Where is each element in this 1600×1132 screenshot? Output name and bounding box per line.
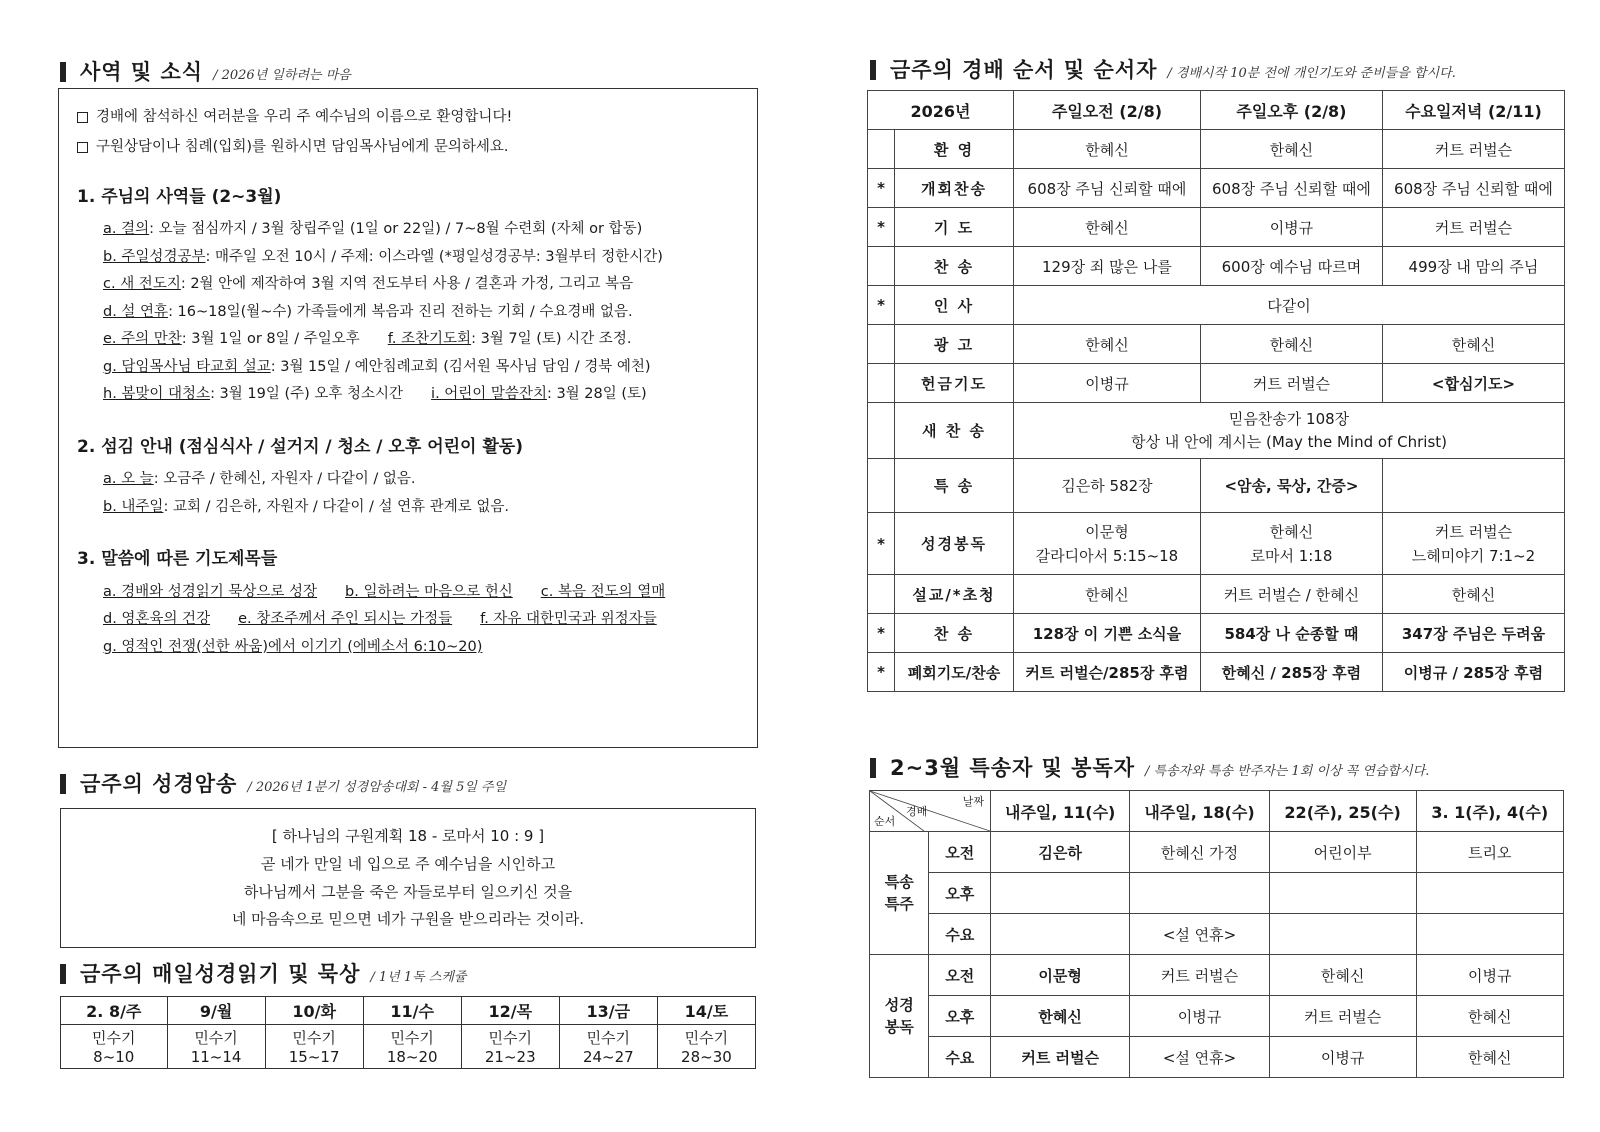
time-label: 수요 bbox=[929, 1037, 991, 1078]
special-section bbox=[870, 752, 1429, 784]
cell: 한혜신 가정 bbox=[1130, 832, 1269, 873]
worship-row bbox=[868, 247, 1565, 286]
special-row bbox=[870, 1037, 1564, 1078]
verse-section bbox=[60, 768, 506, 800]
year-header: 2026년 bbox=[868, 91, 1014, 130]
verse-title: 금주의 성경암송 bbox=[80, 772, 238, 796]
label: a. 오 늘 bbox=[103, 471, 154, 488]
cell bbox=[1382, 513, 1564, 575]
special-title: 2~3월 특송자 및 봉독자 bbox=[890, 756, 1136, 780]
cell: 347장 주님은 두려움 bbox=[1382, 614, 1564, 653]
contact-text: 구원상담이나 침례(입회)를 원하시면 담임목사님에게 문의하세요. bbox=[96, 138, 509, 155]
special-row bbox=[870, 873, 1564, 914]
worship-row bbox=[868, 653, 1565, 692]
cell: 어린이부 bbox=[1269, 832, 1416, 873]
reading-cell bbox=[61, 1025, 168, 1069]
label: g. 담임목사님 타교회 설교 bbox=[103, 358, 271, 375]
star: * bbox=[868, 286, 895, 325]
chapters: 15~17 bbox=[288, 1048, 340, 1066]
cell: 한혜신 bbox=[1382, 575, 1564, 614]
cell: 한혜신 bbox=[1200, 325, 1382, 364]
reading-cell bbox=[461, 1025, 559, 1069]
cell: 한혜신 bbox=[1014, 575, 1201, 614]
cell: 이병규 bbox=[1200, 208, 1382, 247]
time-label: 오전 bbox=[929, 955, 991, 996]
day-header: 14/토 bbox=[657, 997, 755, 1025]
reading-cell bbox=[265, 1025, 363, 1069]
worship-row bbox=[868, 325, 1565, 364]
cell: 한혜신 bbox=[1014, 325, 1201, 364]
text: : 16~18일(월~수) 가족들에게 복음과 진리 전하는 기회 / 수요경배 없음. bbox=[168, 303, 633, 320]
worship-table bbox=[867, 90, 1565, 692]
ministry-hi bbox=[77, 381, 739, 409]
worship-row bbox=[868, 575, 1565, 614]
role: 특 송 bbox=[895, 459, 1014, 513]
worship-row bbox=[868, 614, 1565, 653]
date-header: 22(주), 25(수) bbox=[1269, 791, 1416, 832]
wed-header: 수요일저녁 (2/11) bbox=[1382, 91, 1564, 130]
label: b. 주일성경공부 bbox=[103, 248, 206, 265]
text: : 매주일 오전 10시 / 주제: 이스라엘 (*평일성경공부: 3월부터 정한시간) bbox=[205, 248, 663, 265]
reader: 한혜신 bbox=[1269, 522, 1314, 541]
label: d. 설 연휴 bbox=[103, 303, 169, 320]
role: 설교/*초청 bbox=[895, 575, 1014, 614]
worship-section bbox=[870, 54, 1456, 86]
book: 민수기 bbox=[92, 1029, 136, 1047]
time-label: 수요 bbox=[929, 914, 991, 955]
verse-subtitle: / 2026년 1분기 성경암송대회 - 4월 5일 주일 bbox=[247, 780, 507, 795]
ministry-a bbox=[77, 216, 739, 244]
special-subtitle: / 특송자와 특송 반주자는 1회 이상 꼭 연습합시다. bbox=[1145, 764, 1430, 779]
cell: 한혜신 bbox=[1014, 208, 1201, 247]
text: : 3월 7일 (토) 시간 조정. bbox=[471, 331, 632, 348]
cell: <합심기도> bbox=[1382, 364, 1564, 403]
worship-title: 금주의 경배 순서 및 순서자 bbox=[890, 58, 1158, 82]
cell: 커트 러벌슨 / 한혜신 bbox=[1200, 575, 1382, 614]
worship-header-row bbox=[868, 91, 1565, 130]
corner-date: 날짜 bbox=[962, 795, 984, 808]
passage: 로마서 1:18 bbox=[1250, 546, 1333, 565]
prayer-e: e. 창조주께서 주인 되시는 가정들 bbox=[238, 611, 453, 628]
star bbox=[868, 575, 895, 614]
worship-row-greeting bbox=[868, 286, 1565, 325]
cell: 김은하 bbox=[991, 832, 1130, 873]
verse-line-1: 곧 네가 만일 네 입으로 주 예수님을 시인하고 bbox=[260, 854, 556, 873]
cell: 608장 주님 신뢰할 때에 bbox=[1200, 169, 1382, 208]
star bbox=[868, 325, 895, 364]
role: 개회찬송 bbox=[895, 169, 1014, 208]
group-label-reading: 성경 봉독 bbox=[870, 955, 929, 1078]
cell: 커트 러벌슨 bbox=[1269, 996, 1416, 1037]
cell: 600장 예수님 따르며 bbox=[1200, 247, 1382, 286]
text: : 3월 15일 / 예안침례교회 (김서원 목사님 담임 / 경북 예천) bbox=[270, 358, 651, 375]
cell bbox=[1014, 513, 1201, 575]
star: * bbox=[868, 653, 895, 692]
cell: 커트 러벌슨 bbox=[1382, 208, 1564, 247]
cell: 608장 주님 신뢰할 때에 bbox=[1382, 169, 1564, 208]
cell: 한혜신 bbox=[1382, 325, 1564, 364]
prayer-b: b. 일하려는 마음으로 헌신 bbox=[345, 583, 513, 600]
cell: 커트 러벌슨 bbox=[991, 1037, 1130, 1078]
passage: 갈라디아서 5:15~18 bbox=[1035, 546, 1179, 565]
worship-row-reading bbox=[868, 513, 1565, 575]
news-subtitle: / 2026년 일하려는 마음 bbox=[213, 68, 351, 83]
label: h. 봄맞이 대청소 bbox=[103, 386, 211, 403]
cell: 한혜신 bbox=[1416, 1037, 1564, 1078]
reading-section bbox=[60, 958, 466, 990]
section-bar bbox=[60, 62, 66, 82]
reading-table bbox=[60, 996, 756, 1069]
date-header: 내주일, 11(수) bbox=[991, 791, 1130, 832]
corner-worship: 경배 bbox=[906, 805, 928, 818]
text: : 2월 안에 제작하여 3월 지역 전도부터 사용 / 결혼과 가정, 그리고 복음 bbox=[180, 276, 634, 293]
worship-row bbox=[868, 364, 1565, 403]
role: 인 사 bbox=[895, 286, 1014, 325]
star: * bbox=[868, 614, 895, 653]
ministry-d bbox=[77, 299, 739, 327]
cell: 다같이 bbox=[1014, 286, 1565, 325]
cell: 한혜신 bbox=[1269, 955, 1416, 996]
cell bbox=[1416, 914, 1564, 955]
verse-heading: [ 하나님의 구원계획 18 - 로마서 10 : 9 ] bbox=[271, 827, 545, 845]
label: b. 내주일 bbox=[103, 498, 164, 515]
worship-subtitle: / 경배시작 10분 전에 개인기도와 준비들을 합시다. bbox=[1167, 66, 1456, 81]
cell: 이문형 bbox=[991, 955, 1130, 996]
cell bbox=[1130, 873, 1269, 914]
verse-box bbox=[60, 808, 756, 948]
role: 찬 송 bbox=[895, 247, 1014, 286]
reading-cell bbox=[167, 1025, 265, 1069]
section-bar bbox=[870, 758, 876, 778]
prayer-heading: 3. 말씀에 따른 기도제목들 bbox=[77, 549, 278, 570]
star bbox=[868, 364, 895, 403]
book: 민수기 bbox=[390, 1029, 434, 1047]
chapters: 24~27 bbox=[582, 1048, 634, 1066]
cell: <설 연휴> bbox=[1130, 1037, 1269, 1078]
cell: <암송, 묵상, 간증> bbox=[1200, 459, 1382, 513]
welcome-line bbox=[77, 107, 739, 129]
role: 헌금기도 bbox=[895, 364, 1014, 403]
prayer-line-3 bbox=[77, 634, 739, 662]
text: : 교회 / 김은하, 자원자 / 다같이 / 설 연휴 관계로 없음. bbox=[163, 498, 510, 515]
star bbox=[868, 130, 895, 169]
ministry-b bbox=[77, 244, 739, 272]
text: : 3월 28일 (토) bbox=[546, 386, 647, 403]
group-label-special: 특송 특주 bbox=[870, 832, 929, 955]
day-header: 11/수 bbox=[363, 997, 461, 1025]
passage: 느헤미야기 7:1~2 bbox=[1411, 546, 1536, 565]
news-title: 사역 및 소식 bbox=[80, 60, 204, 84]
service-heading: 2. 섬김 안내 (점심식사 / 설거지 / 청소 / 오후 어린이 활동) bbox=[77, 436, 523, 457]
cell: 커트 러벌슨 bbox=[1382, 130, 1564, 169]
special-row bbox=[870, 914, 1564, 955]
role: 광 고 bbox=[895, 325, 1014, 364]
time-label: 오후 bbox=[929, 996, 991, 1037]
cell: 한혜신 bbox=[1014, 130, 1201, 169]
ministry-c bbox=[77, 271, 739, 299]
checkbox-icon bbox=[77, 112, 88, 123]
text: : 3월 19일 (주) 오후 청소시간 bbox=[210, 386, 404, 403]
section-bar bbox=[60, 774, 66, 794]
text: : 3월 1일 or 8일 / 주일오후 bbox=[181, 331, 360, 348]
cell: 이병규 bbox=[1269, 1037, 1416, 1078]
welcome-text: 경배에 참석하신 여러분을 우리 주 예수님의 이름으로 환영합니다! bbox=[96, 109, 513, 125]
day-header: 2. 8/주 bbox=[61, 997, 168, 1025]
corner-cell bbox=[870, 791, 991, 832]
book: 민수기 bbox=[586, 1029, 631, 1047]
day-header: 13/금 bbox=[559, 997, 657, 1025]
reading-cell bbox=[657, 1025, 755, 1069]
book: 민수기 bbox=[194, 1029, 238, 1047]
worship-row bbox=[868, 169, 1565, 208]
worship-row-special bbox=[868, 459, 1565, 513]
cell: 커트 러벌슨/285장 후렴 bbox=[1014, 653, 1201, 692]
text: : 오늘 점심까지 / 3월 창립주일 (1일 or 22일) / 7~8월 수련회 (자체 or 합동) bbox=[149, 221, 643, 237]
day-header: 12/목 bbox=[461, 997, 559, 1025]
star bbox=[868, 247, 895, 286]
label: i. 어린이 말씀잔치 bbox=[431, 386, 547, 403]
sun-pm-header: 주일오후 (2/8) bbox=[1200, 91, 1382, 130]
label: c. 새 전도지 bbox=[103, 276, 181, 293]
cell bbox=[1014, 403, 1565, 459]
special-header-row bbox=[870, 791, 1564, 832]
chapters: 8~10 bbox=[93, 1048, 135, 1066]
star bbox=[868, 459, 895, 513]
special-row bbox=[870, 996, 1564, 1037]
reading-title: 금주의 매일성경읽기 및 묵상 bbox=[80, 962, 361, 986]
role: 기 도 bbox=[895, 208, 1014, 247]
cell: 한혜신 bbox=[1200, 130, 1382, 169]
cell bbox=[1269, 873, 1416, 914]
cell: 한혜신 bbox=[991, 996, 1130, 1037]
role: 새 찬 송 bbox=[895, 403, 1014, 459]
cell bbox=[991, 873, 1130, 914]
date-header: 내주일, 18(수) bbox=[1130, 791, 1269, 832]
worship-row bbox=[868, 130, 1565, 169]
label: e. 주의 만찬 bbox=[103, 331, 182, 348]
news-box bbox=[58, 88, 758, 748]
label: a. 결의 bbox=[103, 221, 150, 237]
new-hymn-title: 항상 내 안에 계시는 (May the Mind of Christ) bbox=[1130, 432, 1447, 451]
prayer-f: f. 자유 대한민국과 위정자들 bbox=[480, 611, 657, 628]
cell bbox=[1416, 873, 1564, 914]
reader: 커트 러벌슨 bbox=[1434, 522, 1513, 541]
worship-row bbox=[868, 208, 1565, 247]
cell: 이병규 bbox=[1416, 955, 1564, 996]
star: * bbox=[868, 208, 895, 247]
reading-header-row bbox=[61, 997, 756, 1025]
prayer-line-1 bbox=[77, 579, 739, 607]
cell: 499장 내 맘의 주님 bbox=[1382, 247, 1564, 286]
text: : 오금주 / 한혜신, 자원자 / 다같이 / 없음. bbox=[153, 471, 416, 488]
day-header: 9/월 bbox=[167, 997, 265, 1025]
star: * bbox=[868, 513, 895, 575]
role: 환 영 bbox=[895, 130, 1014, 169]
section-bar bbox=[60, 964, 66, 984]
special-table bbox=[869, 790, 1564, 1078]
reading-row bbox=[61, 1025, 756, 1069]
news-section bbox=[60, 56, 351, 88]
cell bbox=[1269, 914, 1416, 955]
new-hymn-number: 믿음찬송가 108장 bbox=[1228, 410, 1350, 428]
prayer-a: a. 경배와 성경읽기 묵상으로 성장 bbox=[103, 583, 318, 600]
worship-row-new-hymn bbox=[868, 403, 1565, 459]
book: 민수기 bbox=[488, 1029, 532, 1047]
prayer-c: c. 복음 전도의 열매 bbox=[540, 583, 666, 600]
reading-cell bbox=[363, 1025, 461, 1069]
verse-line-3: 네 마음속으로 믿으면 네가 구원을 받으리라는 것이라. bbox=[231, 910, 585, 929]
book: 민수기 bbox=[292, 1029, 336, 1047]
cell: 128장 이 기쁜 소식을 bbox=[1014, 614, 1201, 653]
star: * bbox=[868, 169, 895, 208]
role: 성경봉독 bbox=[895, 513, 1014, 575]
service-a bbox=[77, 466, 739, 494]
cell: 커트 러벌슨 bbox=[1200, 364, 1382, 403]
ministry-g bbox=[77, 354, 739, 382]
book: 민수기 bbox=[684, 1029, 729, 1047]
role: 폐회기도/찬송 bbox=[895, 653, 1014, 692]
prayer-d: d. 영혼육의 건강 bbox=[103, 611, 211, 628]
prayer-g: g. 영적인 전쟁(선한 싸움)에서 이기기 (에베소서 6:10~20) bbox=[103, 639, 483, 656]
prayer-line-2 bbox=[77, 606, 739, 634]
reading-subtitle: / 1년 1독 스케쥴 bbox=[370, 970, 467, 985]
ministries-heading: 1. 주님의 사역들 (2~3월) bbox=[77, 186, 282, 207]
cell: <설 연휴> bbox=[1130, 914, 1269, 955]
cell: 커트 러벌슨 bbox=[1130, 955, 1269, 996]
cell: 한혜신 / 285장 후렴 bbox=[1200, 653, 1382, 692]
time-label: 오전 bbox=[929, 832, 991, 873]
cell bbox=[991, 914, 1130, 955]
date-header: 3. 1(주), 4(수) bbox=[1416, 791, 1564, 832]
corner-order: 순서 bbox=[874, 815, 896, 828]
chapters: 21~23 bbox=[484, 1048, 536, 1066]
chapters: 28~30 bbox=[681, 1048, 732, 1066]
cell bbox=[1200, 513, 1382, 575]
cell bbox=[1382, 459, 1564, 513]
cell: 김은하 582장 bbox=[1014, 459, 1201, 513]
contact-line bbox=[77, 137, 739, 159]
cell: 이병규 bbox=[1014, 364, 1201, 403]
star bbox=[868, 403, 895, 459]
section-bar bbox=[870, 60, 876, 80]
ministry-ef bbox=[77, 326, 739, 354]
day-header: 10/화 bbox=[265, 997, 363, 1025]
reader: 이문형 bbox=[1085, 522, 1129, 541]
special-row bbox=[870, 832, 1564, 873]
chapters: 11~14 bbox=[190, 1048, 242, 1066]
label: f. 조찬기도회 bbox=[387, 331, 472, 348]
checkbox-icon bbox=[77, 142, 88, 153]
cell: 608장 주님 신뢰할 때에 bbox=[1014, 169, 1201, 208]
role: 찬 송 bbox=[895, 614, 1014, 653]
verse-line-2: 하나님께서 그분을 죽은 자들로부터 일으키신 것을 bbox=[243, 882, 573, 901]
special-row bbox=[870, 955, 1564, 996]
reading-cell bbox=[559, 1025, 657, 1069]
sun-am-header: 주일오전 (2/8) bbox=[1014, 91, 1201, 130]
cell: 584장 나 순종할 때 bbox=[1200, 614, 1382, 653]
cell: 이병규 bbox=[1130, 996, 1269, 1037]
cell: 129장 죄 많은 나를 bbox=[1014, 247, 1201, 286]
cell: 트리오 bbox=[1416, 832, 1564, 873]
cell: 한혜신 bbox=[1416, 996, 1564, 1037]
chapters: 18~20 bbox=[386, 1048, 438, 1066]
service-b bbox=[77, 494, 739, 522]
time-label: 오후 bbox=[929, 873, 991, 914]
cell: 이병규 / 285장 후렴 bbox=[1382, 653, 1564, 692]
